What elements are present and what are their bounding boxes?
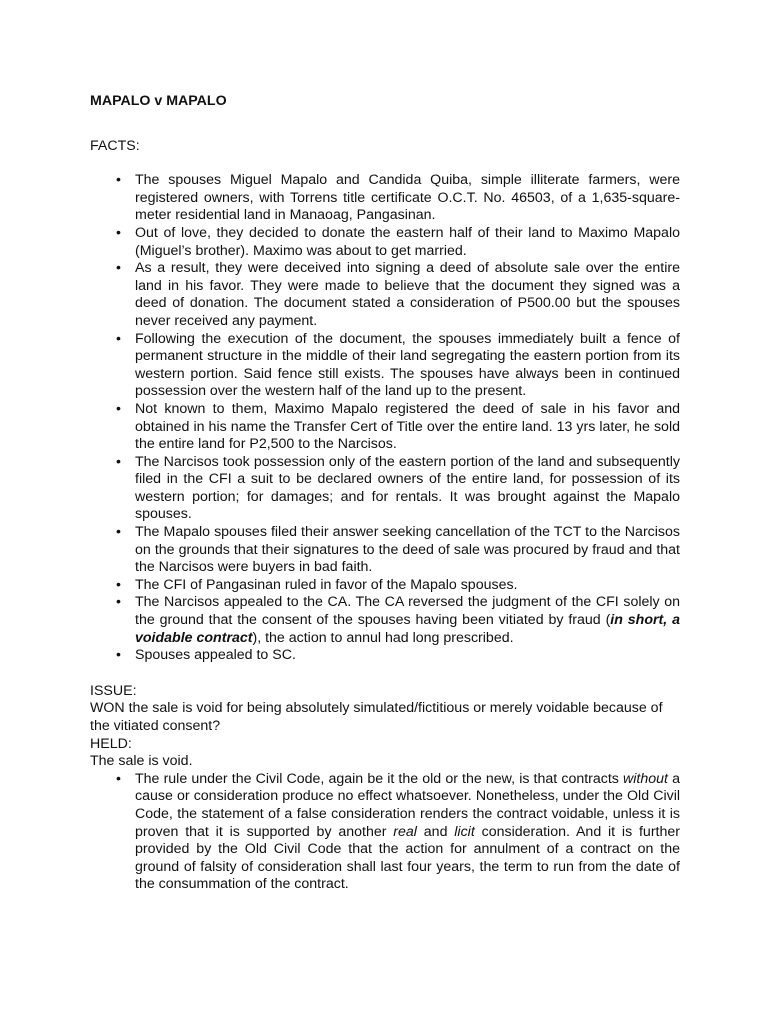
held-text-part: a cause or consideration produce no effect whatsoever. Nonetheless, under the Old Civil Code, the statement of a false consideration renders the contract voidable, unless it is proven that it is supported by another [135,770,680,840]
fact-text: The Mapalo spouses filed their answer seeking cancellation of the TCT to the Narcisos on the grounds that their signatures to the deed of sale was procured by fraud and that the Narcisos were buyers in bad faith. [135,524,680,576]
bullet-icon: • [116,172,121,189]
bullet-icon: • [116,576,121,593]
held-text-part: The rule under the Civil Code, again be it the old or the new, is that contracts [135,770,624,787]
fact-item [90,172,680,225]
fact-item [90,331,680,401]
facts-list [90,172,680,665]
held-item [90,771,680,894]
held-italic: real [393,823,417,840]
fact-text: Out of love, they decided to donate the eastern half of their land to Maximo Mapalo (Miguel’s brother). Maximo was about to get married. [135,224,680,259]
bullet-icon: • [116,224,121,241]
bullet-icon: • [116,770,121,787]
bullet-icon: • [116,260,121,277]
fact-item [90,577,680,595]
document-page [90,93,680,894]
fact-item [90,260,680,330]
case-title: MAPALO v MAPALO [90,93,227,109]
held-text-part: and [416,823,455,840]
fact-text: ), the action to annul had long prescribed. [252,629,514,646]
fact-item [90,225,680,260]
held-text-part: consideration. And it is further provided by the Old Civil Code that the action for annulment of a contract on the ground of falsity of consideration shall last four years, the term to run from the date of the consummation of the contract. [135,823,680,893]
bullet-icon: • [116,647,121,664]
fact-text: The Narcisos took possession only of the eastern portion of the land and subsequently filed in the CFI a suit to be declared owners of the entire land, for possession of its western portion; for damages; and for rentals. It was brought against the Mapalo spouses. [135,453,680,523]
fact-item [90,594,680,647]
fact-text: Not known to them, Maximo Mapalo registered the deed of sale in his favor and obtained in his name the Transfer Cert of Title over the entire land. 13 yrs later, he sold the entire land for P2,500 to the Narcisos. [135,400,680,453]
issue-heading: ISSUE: [90,682,137,699]
bullet-icon: • [116,594,121,611]
fact-item [90,647,680,665]
held-text: The sale is void. [90,753,193,770]
fact-text: As a result, they were deceived into signing a deed of absolute sale over the entire land in his favor. They were made to believe that the document they signed was a deed of donation. The document stated a consideration of P500.00 but the spouses never received any payment. [135,260,680,329]
bullet-icon: • [116,524,121,541]
held-italic: licit [454,823,475,840]
fact-emphasis: in short, a voidable contract [135,612,680,646]
fact-item [90,524,680,577]
fact-text: Spouses appealed to SC. [135,647,296,664]
held-list [90,771,680,894]
fact-text: The spouses Miguel Mapalo and Candida Quiba, simple illiterate farmers, were registered owners, with Torrens title certificate O.C.T. No. 46503, of a 1,635-square-meter residential land in Manaoag, Pangasinan. [135,172,680,224]
fact-text: The CFI of Pangasinan ruled in favor of the Mapalo spouses. [135,576,518,593]
held-heading: HELD: [90,735,132,752]
fact-text: The Narcisos appealed to the CA. The CA reversed the judgment of the CFI solely on the ground that the consent of the spouses having been vitiated by fraud ( [135,594,680,629]
bullet-icon: • [116,400,121,417]
bullet-icon: • [116,453,121,470]
bullet-icon: • [116,330,121,347]
fact-item [90,454,680,524]
fact-item [90,401,680,454]
issue-text: WON the sale is void for being absolutely simulated/fictitious or merely voidable because of the vitiated consent? [90,700,663,734]
fact-text: Following the execution of the document, the spouses immediately built a fence of permanent structure in the middle of their land segregating the eastern portion from its western portion. Said fence still exists. The spouses have always been in continued possession over the western half of the land up to the present. [135,330,680,400]
facts-heading: FACTS: [90,137,140,154]
held-italic: without [623,770,668,787]
